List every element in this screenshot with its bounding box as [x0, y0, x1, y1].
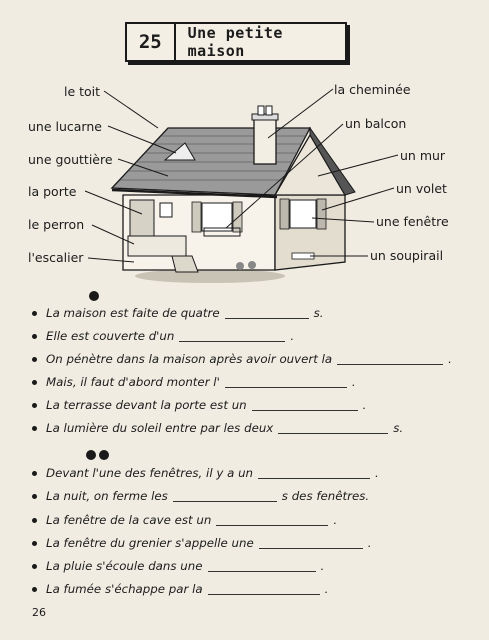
lesson-number: 25 — [127, 24, 176, 60]
section-1-marker — [89, 286, 102, 305]
label-soupirail: un soupirail — [370, 248, 444, 263]
shutter — [280, 199, 289, 229]
answer-blank[interactable] — [225, 317, 309, 319]
label-porte: la porte — [28, 184, 77, 199]
side-window — [290, 200, 316, 228]
answer-blank[interactable] — [216, 524, 328, 526]
label-escalier: l'escalier — [28, 250, 84, 265]
door — [130, 200, 154, 236]
answer-blank[interactable] — [225, 386, 347, 388]
answer-blank[interactable] — [337, 363, 443, 365]
ground-shadow — [135, 269, 285, 283]
exercise-line: Mais, il faut d'abord monter l' . — [32, 375, 356, 389]
exercise-line: On pénètre dans la maison après avoir ouvert la . — [32, 352, 452, 366]
label-fenetre: une fenêtre — [376, 214, 449, 229]
label-cheminee: la cheminée — [334, 82, 411, 97]
roof — [112, 128, 310, 195]
exercise-line: La lumière du soleil entre par les deux s. — [32, 421, 403, 435]
exercise-line: La maison est faite de quatre s. — [32, 306, 324, 320]
exercise-line: Elle est couverte d'un . — [32, 329, 294, 343]
answer-blank[interactable] — [208, 570, 316, 572]
label-gouttiere: une gouttière — [28, 152, 113, 167]
exercise-line: La fenêtre du grenier s'appelle une . — [32, 536, 371, 550]
answer-blank[interactable] — [259, 547, 363, 549]
page-number: 26 — [32, 606, 46, 619]
answer-blank[interactable] — [258, 477, 370, 479]
label-lucarne: une lucarne — [28, 119, 102, 134]
answer-blank[interactable] — [252, 409, 358, 411]
label-perron: le perron — [28, 217, 85, 232]
lesson-title: Une petite maison — [187, 24, 283, 60]
chimney — [254, 118, 276, 164]
porch — [128, 236, 186, 256]
house-illustration — [0, 0, 489, 290]
answer-blank[interactable] — [208, 593, 320, 595]
exercise-line: La fumée s'échappe par la . — [32, 582, 328, 596]
exercise-line: La terrasse devant la porte est un . — [32, 398, 366, 412]
answer-blank[interactable] — [278, 432, 388, 434]
exercise-line: La fenêtre de la cave est un . — [32, 513, 337, 527]
exercise-line: Devant l'une des fenêtres, il y a un . — [32, 466, 379, 480]
label-balcon: un balcon — [345, 116, 407, 131]
section-2-marker — [86, 445, 112, 464]
answer-blank[interactable] — [173, 500, 277, 502]
label-volet: un volet — [396, 181, 447, 196]
label-toit: le toit — [64, 84, 101, 99]
answer-blank[interactable] — [179, 340, 285, 342]
label-mur: un mur — [400, 148, 446, 163]
exercise-line: La nuit, on ferme les s des fenêtres. — [32, 489, 369, 503]
exercise-line: La pluie s'écoule dans une . — [32, 559, 324, 573]
